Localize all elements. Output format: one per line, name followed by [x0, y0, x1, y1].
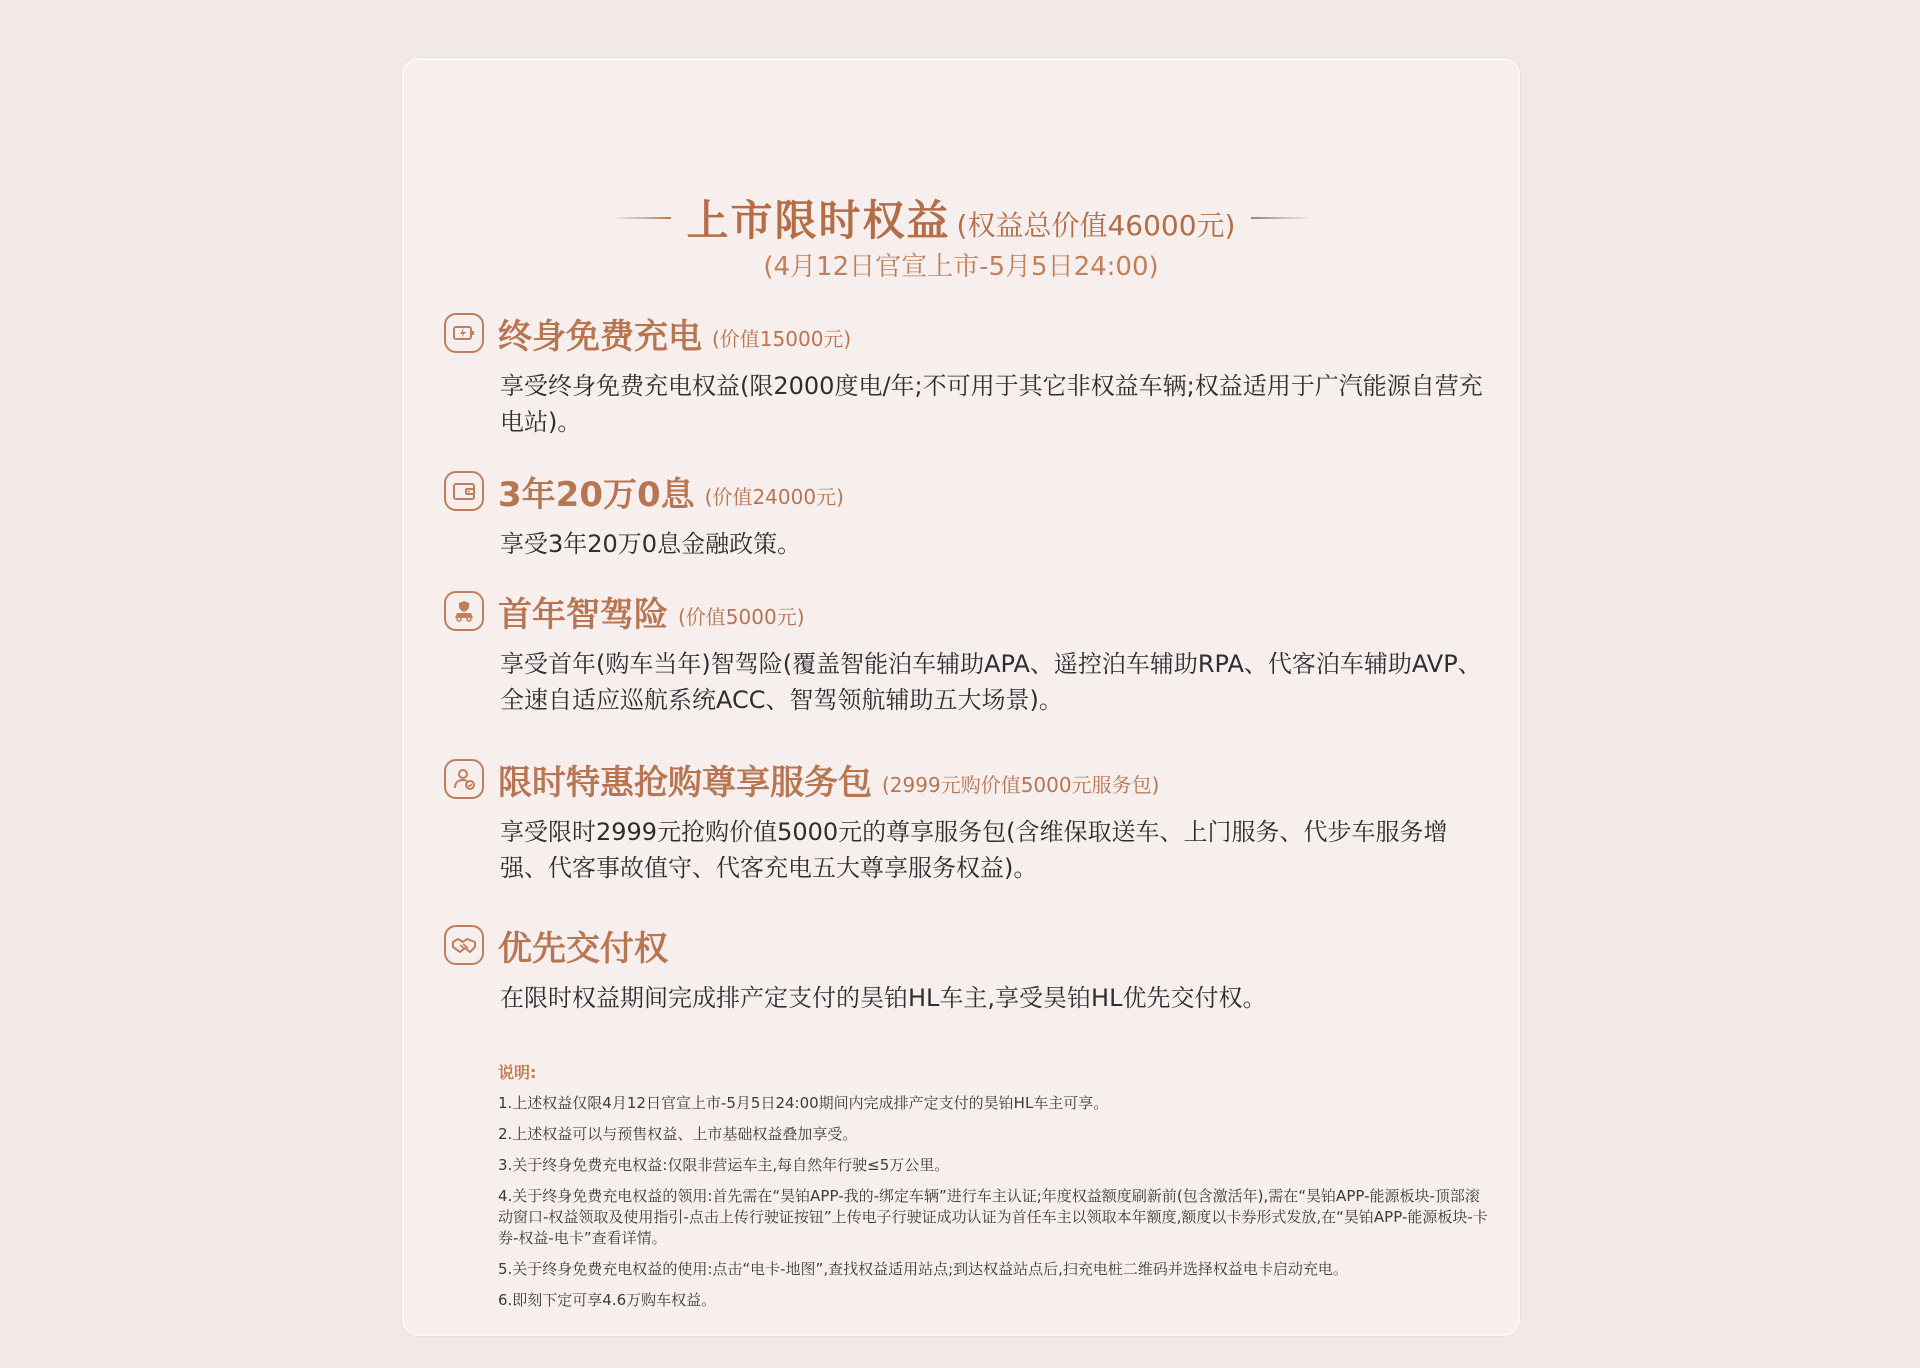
page-title-row	[404, 188, 1518, 248]
note-item: 4.关于终身免费充电权益的领用:首先需在“昊铂APP-我的-绑定车辆”进行车主认证;年度权益额度刷新前(包含激活年),需在“昊铂APP-能源板块-顶部滚动窗口-权益领取及使用指引-点击上传行驶证按钮”上传电子行驶证成功认证为首任车主以领取本年额度,额度以卡券形式发放,在“昊铂APP-能源板块-卡券-权益-电卡”查看详情。	[498, 1187, 1488, 1247]
note-item: 3.关于终身免费充电权益:仅限非营运车主,每自然年行驶≤5万公里。	[498, 1156, 950, 1174]
page-title: 上市限时权益 (权益总价值46000元)	[686, 196, 1236, 245]
charging-icon	[444, 313, 484, 353]
benefit-lifetime-charging	[444, 308, 1484, 440]
note-item: 6.即刻下定可享4.6万购车权益。	[498, 1291, 717, 1309]
benefit-description: 在限时权益期间完成排产定支付的昊铂HL车主,享受昊铂HL优先交付权。	[500, 984, 1267, 1012]
benefit-zero-interest	[444, 466, 1484, 562]
title-divider-left	[611, 217, 671, 219]
benefit-smart-driving-insurance	[444, 586, 1484, 718]
benefit-value: (价值15000元)	[712, 326, 852, 351]
benefit-description: 享受限时2999元抢购价值5000元的尊享服务包(含维保取送车、上门服务、代步车服务增强、代客事故值守、代客充电五大尊享服务权益)。	[500, 818, 1448, 882]
wallet-icon	[444, 471, 484, 511]
benefit-title: 首年智驾险	[498, 594, 668, 635]
benefit-service-package	[444, 754, 1484, 886]
note-item: 1.上述权益仅限4月12日官宣上市-5月5日24:00期间内完成排产定支付的昊铂HL车主可享。	[498, 1094, 1109, 1112]
benefit-value: (价值5000元)	[678, 604, 805, 629]
terms-notes	[498, 1060, 1488, 1321]
benefit-title: 优先交付权	[498, 928, 668, 969]
benefit-value: (2999元购价值5000元服务包)	[882, 772, 1160, 797]
benefits-card	[402, 58, 1520, 1336]
total-value-note: (权益总价值46000元)	[956, 209, 1236, 242]
service-user-icon	[444, 759, 484, 799]
note-item: 2.上述权益可以与预售权益、上市基础权益叠加享受。	[498, 1125, 858, 1143]
title-divider-right	[1251, 217, 1311, 219]
promotion-period: (4月12日官宣上市-5月5日24:00)	[763, 252, 1159, 282]
benefit-title: 3年20万0息	[498, 474, 695, 515]
benefit-priority-delivery	[444, 920, 1484, 1016]
car-shield-icon	[444, 591, 484, 631]
benefit-description: 享受首年(购车当年)智驾险(覆盖智能泊车辅助APA、遥控泊车辅助RPA、代客泊车辅助AVP、全速自适应巡航系统ACC、智驾领航辅助五大场景)。	[500, 650, 1482, 714]
handshake-icon	[444, 925, 484, 965]
benefit-title: 限时特惠抢购尊享服务包	[498, 762, 872, 803]
note-item: 5.关于终身免费充电权益的使用:点击“电卡-地图”,查找权益适用站点;到达权益站点后,扫充电桩二维码并选择权益电卡启动充电。	[498, 1260, 1348, 1278]
benefit-description: 享受3年20万0息金融政策。	[500, 530, 802, 558]
benefit-value: (价值24000元)	[704, 484, 844, 509]
benefit-description: 享受终身免费充电权益(限2000度电/年;不可用于其它非权益车辆;权益适用于广汽能源自营充电站)。	[500, 372, 1483, 436]
benefit-title: 终身免费充电	[498, 316, 702, 357]
notes-title: 说明:	[498, 1063, 537, 1082]
